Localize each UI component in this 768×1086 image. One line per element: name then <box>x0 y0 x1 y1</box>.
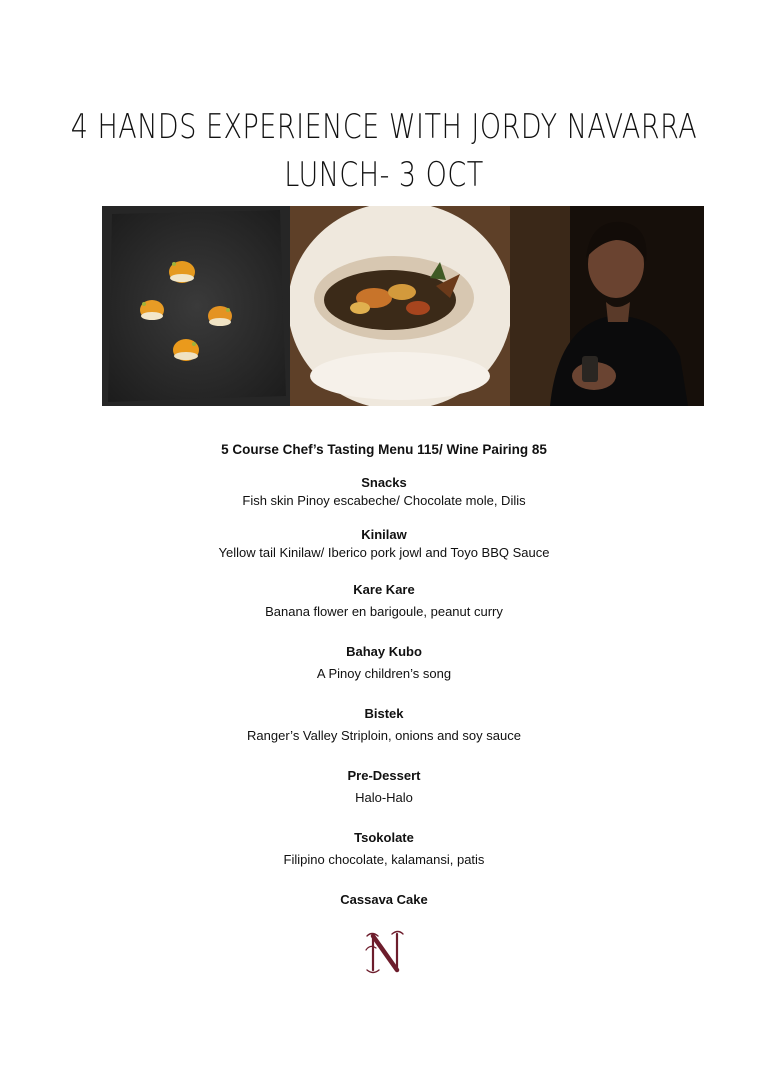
course-bistek <box>0 705 768 745</box>
course-name: Tsokolate <box>354 830 414 845</box>
tasting-menu <box>0 436 768 909</box>
course-description: Ranger’s Valley Striploin, onions and soy sauce <box>247 728 521 743</box>
course-kinilaw <box>0 526 768 562</box>
course-description: Banana flower en barigoule, peanut curry <box>265 604 503 619</box>
course-name: Bahay Kubo <box>346 644 422 659</box>
bowl-dish-photo <box>290 206 510 406</box>
course-description: A Pinoy children’s song <box>316 666 452 681</box>
restaurant-monogram-logo <box>364 928 406 976</box>
course-name: Kare Kare <box>353 582 415 597</box>
course-cassava-cake <box>0 891 768 909</box>
course-description: Fish skin Pinoy escabeche/ Chocolate mole, Dilis <box>242 493 526 508</box>
course-name: Snacks <box>361 475 407 490</box>
course-name: Pre-Dessert <box>347 768 421 783</box>
photo-strip <box>102 206 704 406</box>
course-description: Filipino chocolate, kalamansi, patis <box>283 852 485 867</box>
course-snacks <box>0 474 768 510</box>
plated-snacks-photo <box>102 206 290 406</box>
course-name: Cassava Cake <box>340 892 428 907</box>
course-tsokolate <box>0 829 768 869</box>
course-pre-dessert <box>0 767 768 807</box>
chef-portrait-photo <box>510 206 704 406</box>
page-subtitle-date: LUNCH- 3 OCT <box>284 156 484 195</box>
course-description: Halo-Halo <box>355 790 413 805</box>
menu-headline: 5 Course Chef’s Tasting Menu 115/ Wine Pairing 85 <box>221 442 547 457</box>
course-name: Bistek <box>364 706 404 721</box>
page-title: 4 HANDS EXPERIENCE WITH JORDY NAVARRA <box>70 108 698 147</box>
course-name: Kinilaw <box>361 527 407 542</box>
course-bahay-kubo <box>0 643 768 683</box>
course-description: Yellow tail Kinilaw/ Iberico pork jowl and Toyo BBQ Sauce <box>218 545 550 560</box>
course-kare-kare <box>0 581 768 621</box>
